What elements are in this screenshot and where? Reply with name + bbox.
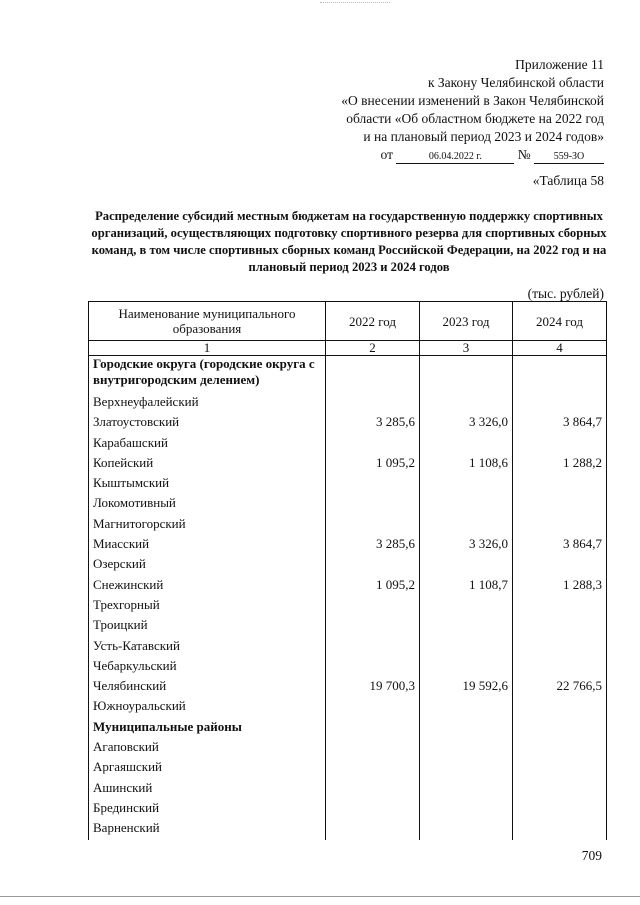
value-2022 [326, 475, 420, 495]
subsidy-table [88, 301, 607, 840]
value-2022 [326, 739, 420, 759]
value-2022 [326, 820, 420, 840]
value-2022 [326, 759, 420, 779]
row-name: Аргаяшский [89, 759, 326, 779]
value-2023 [420, 820, 513, 840]
table-label: «Таблица 58 [532, 173, 604, 188]
row-name: Усть-Катавский [89, 638, 326, 658]
value-2024 [513, 739, 607, 759]
units-label: (тыс. рублей) [527, 286, 604, 301]
value-2022 [326, 516, 420, 536]
table-row [89, 780, 607, 800]
value-2024 [513, 597, 607, 617]
value-2024 [513, 759, 607, 779]
table-row [89, 597, 607, 617]
table-row [89, 800, 607, 820]
column-number: 2 [326, 341, 420, 356]
table-row [89, 739, 607, 759]
table-row [89, 759, 607, 779]
row-name: Ашинский [89, 780, 326, 800]
page-bottom-edge [0, 896, 640, 897]
table-row [89, 536, 607, 556]
table-row [89, 617, 607, 637]
value-2023: 1 108,7 [420, 577, 513, 597]
row-name: Копейский [89, 455, 326, 475]
row-name: Кыштымский [89, 475, 326, 495]
row-name: Варненский [89, 820, 326, 840]
value-2023 [420, 698, 513, 718]
value-2022 [326, 698, 420, 718]
row-name: Трехгорный [89, 597, 326, 617]
value-2024: 3 864,7 [513, 414, 607, 434]
value-2022: 3 285,6 [326, 536, 420, 556]
table-row [89, 455, 607, 475]
row-name: Челябинский [89, 678, 326, 698]
header-line: и на плановый период 2023 и 2024 годов» [363, 129, 604, 144]
value-2023 [420, 739, 513, 759]
value-2023 [420, 780, 513, 800]
row-name: Верхнеуфалейский [89, 394, 326, 414]
header-line: «О внесении изменений в Закон Челябинской [341, 93, 604, 108]
value-2022 [326, 556, 420, 576]
value-2024 [513, 638, 607, 658]
law-number: 559-ЗО [534, 151, 604, 164]
value-2023 [420, 516, 513, 536]
row-name: Озерский [89, 556, 326, 576]
value-2022 [326, 638, 420, 658]
value-2024 [513, 617, 607, 637]
value-2023: 19 592,6 [420, 678, 513, 698]
table-row [89, 577, 607, 597]
header-line: к Закону Челябинской области [427, 75, 604, 90]
value-2023 [420, 658, 513, 678]
table-row [89, 698, 607, 718]
column-number-row [89, 341, 607, 356]
table-row [89, 356, 607, 395]
value-2022 [326, 658, 420, 678]
table-row [89, 495, 607, 515]
value-2022 [326, 617, 420, 637]
value-2022 [326, 719, 420, 739]
value-2024 [513, 800, 607, 820]
value-2023: 3 326,0 [420, 414, 513, 434]
from-label: от [380, 147, 393, 162]
table-row [89, 414, 607, 434]
table-row [89, 719, 607, 739]
row-name: Муниципальные районы [89, 719, 326, 739]
value-2023 [420, 394, 513, 414]
value-2024: 1 288,3 [513, 577, 607, 597]
number-label: № [517, 147, 531, 162]
value-2024 [513, 658, 607, 678]
row-name: Городские округа (городские округа с внутригородским делением) [89, 356, 326, 395]
value-2022: 1 095,2 [326, 577, 420, 597]
table-row [89, 658, 607, 678]
table-row [89, 516, 607, 536]
value-2024 [513, 556, 607, 576]
table-row [89, 475, 607, 495]
value-2024: 22 766,5 [513, 678, 607, 698]
column-number: 4 [513, 341, 607, 356]
table-body [89, 356, 607, 841]
value-2024 [513, 780, 607, 800]
row-name: Брединский [89, 800, 326, 820]
row-name: Троицкий [89, 617, 326, 637]
value-2023 [420, 356, 513, 395]
value-2024 [513, 820, 607, 840]
value-2023 [420, 495, 513, 515]
value-2022 [326, 800, 420, 820]
document-title: Распределение субсидий местным бюджетам на государственную поддержку спортивных организаций, осуществляющих подготовку спортивного резерва для спортивных сборных команд, в том числе спортивных сборных команд Российской Федерации, на 2022 год и на плановый период 2023 и 2024 годов [91, 209, 607, 274]
appendix-header [341, 56, 604, 164]
table-header-row [89, 302, 607, 341]
value-2023 [420, 719, 513, 739]
header-line: области «Об областном бюджете на 2022 год [346, 111, 604, 126]
signature-line [341, 146, 604, 164]
value-2022 [326, 435, 420, 455]
value-2024 [513, 356, 607, 395]
value-2024 [513, 516, 607, 536]
column-header-name: Наименование муниципального образования [89, 302, 326, 341]
table-row [89, 394, 607, 414]
column-header-2024: 2024 год [513, 302, 607, 341]
table-row [89, 678, 607, 698]
header-line: Приложение 11 [515, 57, 604, 72]
value-2022 [326, 597, 420, 617]
value-2024 [513, 719, 607, 739]
table-row [89, 820, 607, 840]
page-number: 709 [581, 848, 602, 863]
table-row [89, 638, 607, 658]
value-2023: 3 326,0 [420, 536, 513, 556]
value-2022: 3 285,6 [326, 414, 420, 434]
table-row [89, 556, 607, 576]
value-2024 [513, 698, 607, 718]
value-2024 [513, 394, 607, 414]
column-header-2023: 2023 год [420, 302, 513, 341]
row-name: Агаповский [89, 739, 326, 759]
column-number: 1 [89, 341, 326, 356]
value-2023 [420, 800, 513, 820]
value-2022: 19 700,3 [326, 678, 420, 698]
value-2022 [326, 780, 420, 800]
value-2024: 3 864,7 [513, 536, 607, 556]
column-header-2022: 2022 год [326, 302, 420, 341]
row-name: Магнитогорский [89, 516, 326, 536]
value-2024: 1 288,2 [513, 455, 607, 475]
table-row [89, 435, 607, 455]
scan-artifact-line [320, 2, 390, 3]
value-2022 [326, 394, 420, 414]
value-2022 [326, 495, 420, 515]
value-2024 [513, 435, 607, 455]
value-2023 [420, 759, 513, 779]
value-2023 [420, 556, 513, 576]
row-name: Южноуральский [89, 698, 326, 718]
value-2024 [513, 475, 607, 495]
row-name: Златоустовский [89, 414, 326, 434]
value-2024 [513, 495, 607, 515]
value-2022: 1 095,2 [326, 455, 420, 475]
row-name: Чебаркульский [89, 658, 326, 678]
row-name: Карабашский [89, 435, 326, 455]
value-2023 [420, 597, 513, 617]
column-number: 3 [420, 341, 513, 356]
value-2023 [420, 638, 513, 658]
value-2022 [326, 356, 420, 395]
law-date: 06.04.2022 г. [396, 151, 514, 164]
value-2023 [420, 617, 513, 637]
row-name: Локомотивный [89, 495, 326, 515]
value-2023 [420, 435, 513, 455]
row-name: Миасский [89, 536, 326, 556]
value-2023: 1 108,6 [420, 455, 513, 475]
row-name: Снежинский [89, 577, 326, 597]
value-2023 [420, 475, 513, 495]
